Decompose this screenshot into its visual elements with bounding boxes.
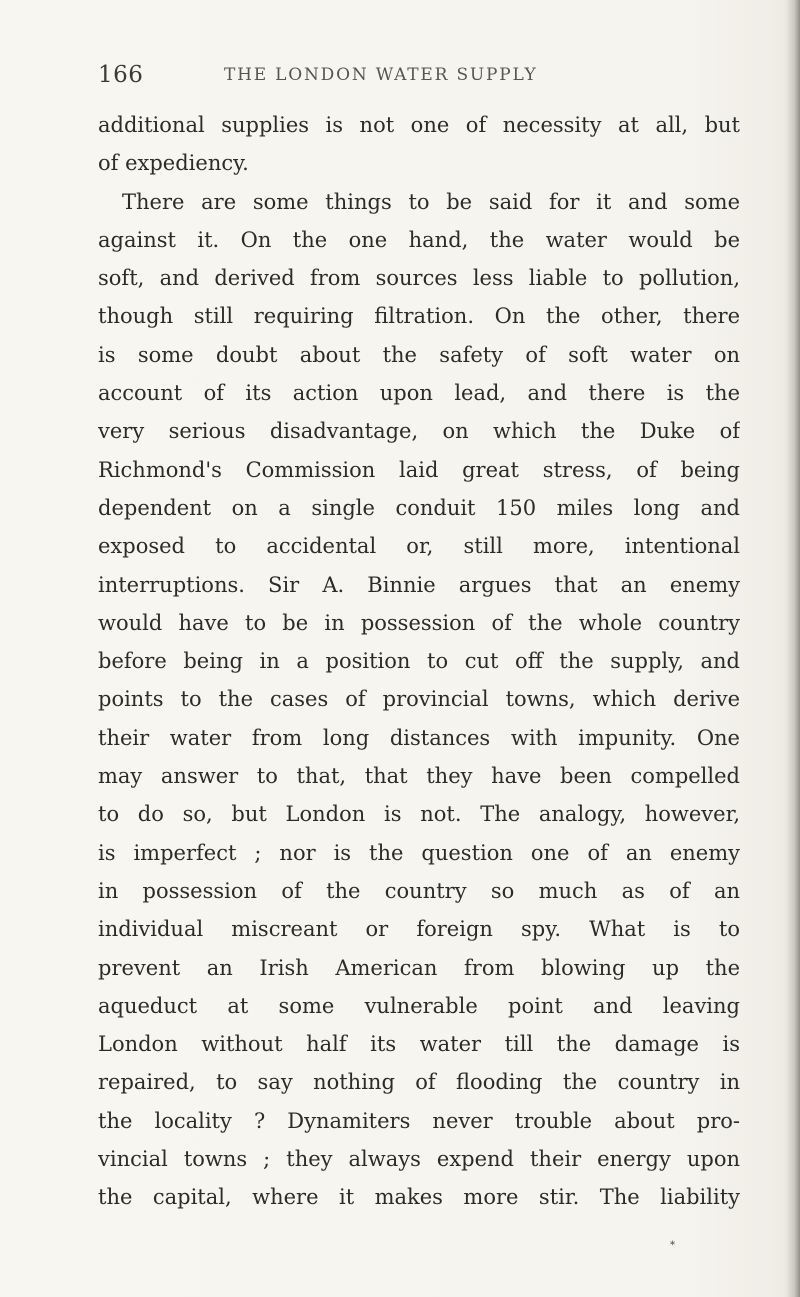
page-header xyxy=(98,62,718,96)
text-line: soft, and derived from sources less liable to pollution, xyxy=(98,266,740,291)
text-line: aqueduct at some vulnerable point and leaving xyxy=(98,993,740,1018)
text-line: before being in a position to cut off the supply, and xyxy=(98,649,740,674)
text-line: account of its action upon lead, and there is the xyxy=(98,381,740,406)
text-line: though still requiring filtration. On the other, there xyxy=(98,304,740,329)
text-line: interruptions. Sir A. Binnie argues that an enemy xyxy=(98,572,740,597)
text-line: London without half its water till the damage is xyxy=(98,1032,740,1057)
text-line: repaired, to say nothing of flooding the country in xyxy=(98,1070,740,1095)
text-line: their water from long distances with impunity. One xyxy=(98,725,740,750)
text-line: would have to be in possession of the whole country xyxy=(98,610,740,635)
text-line: may answer to that, that they have been compelled xyxy=(98,764,740,789)
printer-mark: * xyxy=(670,1240,675,1251)
text-line: is imperfect ; nor is the question one of an enemy xyxy=(98,840,740,865)
running-head: THE LONDON WATER SUPPLY xyxy=(224,65,538,85)
text-line: against it. On the one hand, the water would be xyxy=(98,227,740,252)
text-line: points to the cases of provincial towns, which derive xyxy=(98,687,740,712)
text-line: additional supplies is not one of necessity at all, but xyxy=(98,113,740,137)
text-line: in possession of the country so much as of an xyxy=(98,878,740,903)
text-line: the capital, where it makes more stir. The liability xyxy=(98,1185,740,1210)
text-line: exposed to accidental or, still more, intentional xyxy=(98,534,740,559)
text-line: Richmond's Commission laid great stress, of being xyxy=(98,457,740,482)
text-line: very serious disadvantage, on which the Duke of xyxy=(98,419,740,444)
page-edge-shadow xyxy=(786,0,800,1297)
text-line: to do so, but London is not. The analogy, however, xyxy=(98,802,740,827)
text-line: individual miscreant or foreign spy. What is to xyxy=(98,917,740,942)
text-line: is some doubt about the safety of soft water on xyxy=(98,342,740,367)
text-line: prevent an Irish American from blowing up the xyxy=(98,955,740,980)
text-line: of expediency. xyxy=(98,151,249,176)
text-line: the locality ? Dynamiters never trouble about pro- xyxy=(98,1108,740,1133)
text-line: dependent on a single conduit 150 miles long and xyxy=(98,495,740,520)
text-line: vincial towns ; they always expend their energy upon xyxy=(98,1147,740,1172)
body-text xyxy=(98,106,740,1217)
text-line: There are some things to be said for it and some xyxy=(122,189,740,214)
page-number: 166 xyxy=(98,62,144,88)
